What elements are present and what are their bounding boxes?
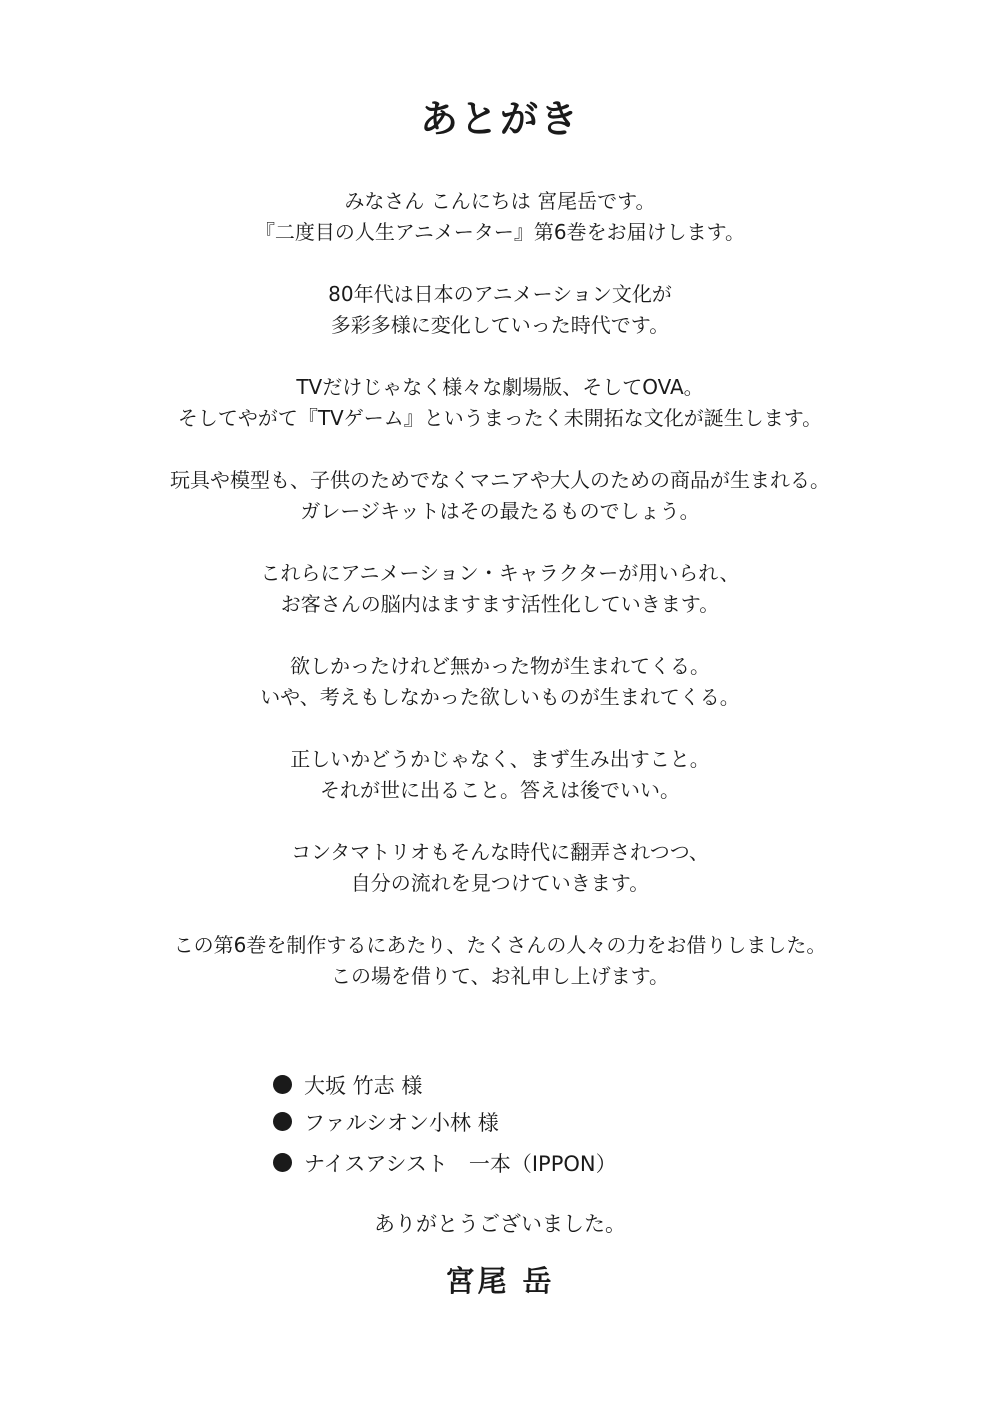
text-line: TVだけじゃなく様々な劇場版、そしてOVA。	[296, 375, 704, 399]
afterword-body	[0, 186, 1000, 1023]
paragraph	[0, 372, 1000, 434]
page-title: あとがき	[419, 97, 580, 141]
paragraph	[0, 558, 1000, 620]
text-line: 自分の流れを見つけていきます。	[350, 871, 650, 895]
text-line: この第6巻を制作するにあたり、たくさんの人々の力をお借りしました。	[173, 933, 827, 957]
text-line: 多彩多様に変化していった時代です。	[330, 313, 670, 337]
text-line: そしてやがて『TVゲーム』というまったく未開拓な文化が誕生します。	[177, 406, 823, 430]
text-line: これらにアニメーション・キャラクターが用いられ、	[260, 561, 740, 585]
text-line: みなさん こんにちは 宮尾岳です。	[344, 189, 656, 213]
paragraph	[0, 837, 1000, 899]
credit-item	[273, 1144, 773, 1181]
text-line: それが世に出ること。答えは後でいい。	[320, 778, 680, 802]
text-line: 欲しかったけれど無かった物が生まれてくる。	[290, 654, 710, 678]
bullet-icon	[273, 1075, 292, 1094]
credit-item	[273, 1066, 773, 1103]
credit-name: 大坂 竹志 様	[304, 1073, 423, 1098]
credits-list	[273, 1066, 773, 1181]
paragraph	[0, 651, 1000, 713]
text-line: 玩具や模型も、子供のためでなくマニアや大人のための商品が生まれる。	[170, 468, 830, 492]
credit-name: ファルシオン小林 様	[304, 1110, 499, 1135]
text-line: ガレージキットはその最たるものでしょう。	[300, 499, 700, 523]
paragraph	[0, 279, 1000, 341]
credit-item	[273, 1103, 773, 1140]
bullet-icon	[273, 1112, 292, 1131]
text-line: この場を借りて、お礼申し上げます。	[331, 964, 669, 988]
text-line: コンタマトリオもそんな時代に翻弄されつつ、	[291, 840, 709, 864]
text-line: いや、考えもしなかった欲しいものが生まれてくる。	[260, 685, 740, 709]
text-line: 正しいかどうかじゃなく、まず生み出すこと。	[290, 747, 710, 771]
paragraph	[0, 744, 1000, 806]
bullet-icon	[273, 1153, 292, 1172]
credit-name: ナイスアシスト 一本（IPPON）	[304, 1151, 617, 1176]
paragraph	[0, 930, 1000, 992]
author-signature: 宮尾 岳	[445, 1264, 555, 1298]
text-line: お客さんの脳内はますます活性化していきます。	[280, 592, 720, 616]
paragraph	[0, 186, 1000, 248]
text-line: 『二度目の人生アニメーター』第6巻をお届けします。	[254, 220, 746, 244]
text-line: 80年代は日本のアニメーション文化が	[328, 282, 672, 306]
paragraph	[0, 465, 1000, 527]
thanks-line: ありがとうございました。	[374, 1212, 626, 1236]
